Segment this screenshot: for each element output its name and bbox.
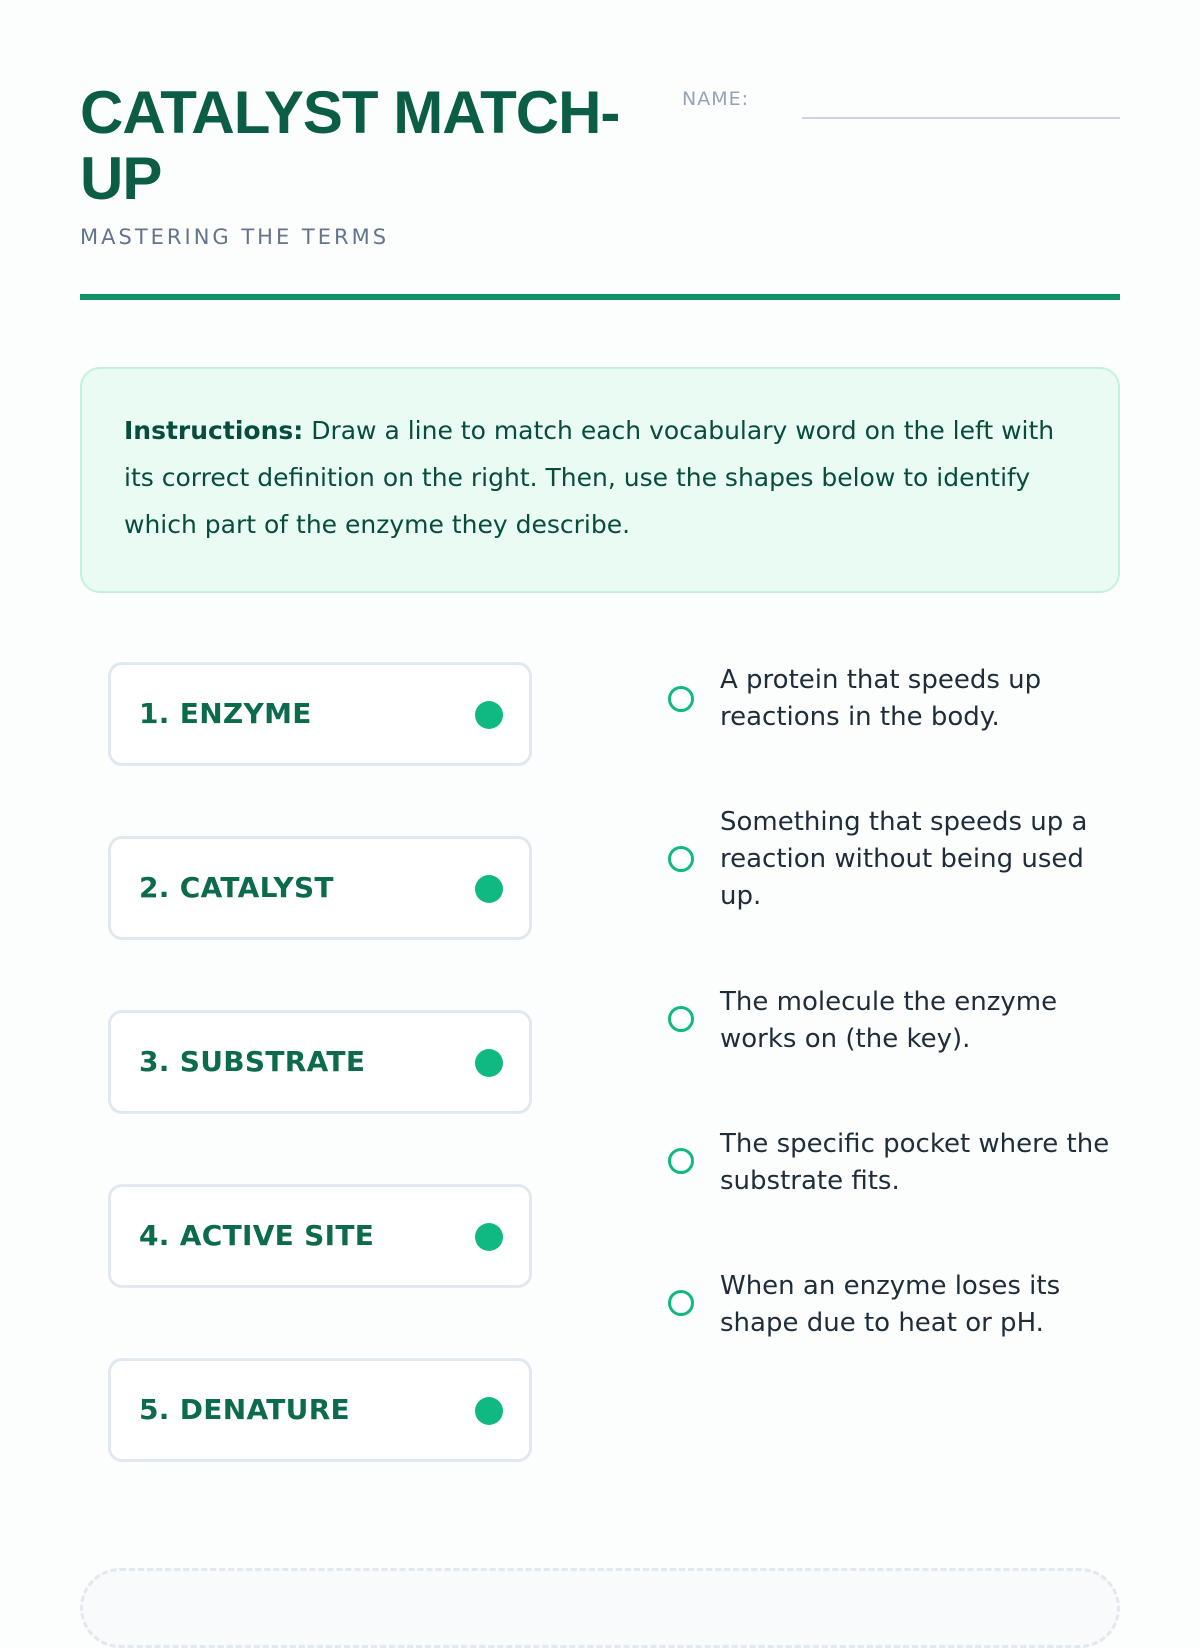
term-card-active-site[interactable]: [108, 1184, 532, 1288]
term-label: 1. ENZYME: [139, 697, 312, 730]
connector-ring-icon[interactable]: [668, 1148, 694, 1174]
instructions-lead: Instructions:: [124, 416, 304, 445]
connector-dot-icon[interactable]: [475, 875, 503, 903]
shapes-section: [80, 1568, 1120, 1648]
name-label: NAME:: [682, 88, 750, 110]
connector-ring-icon[interactable]: [668, 686, 694, 712]
page-title: CATALYST MATCH-UP: [80, 79, 620, 212]
instructions-box: [80, 367, 1120, 593]
connector-dot-icon[interactable]: [475, 1049, 503, 1077]
connector-dot-icon[interactable]: [475, 701, 503, 729]
connector-ring-icon[interactable]: [668, 846, 694, 872]
definition-text: When an enzyme loses its shape due to heat or pH.: [720, 1271, 1061, 1338]
term-label: 5. DENATURE: [139, 1393, 350, 1426]
connector-dot-icon[interactable]: [475, 1223, 503, 1251]
page-subtitle: MASTERING THE TERMS: [80, 225, 390, 249]
term-card-enzyme[interactable]: [108, 662, 532, 766]
connector-dot-icon[interactable]: [475, 1397, 503, 1425]
term-label: 4. ACTIVE SITE: [139, 1219, 375, 1252]
definition-text: A protein that speeds up reactions in the body.: [720, 665, 1042, 732]
term-card-substrate[interactable]: [108, 1010, 532, 1114]
term-card-catalyst[interactable]: [108, 836, 532, 940]
term-label: 3. SUBSTRATE: [139, 1045, 366, 1078]
definition-text: The molecule the enzyme works on (the key).: [720, 987, 1058, 1054]
term-card-denature[interactable]: [108, 1358, 532, 1462]
connector-ring-icon[interactable]: [668, 1290, 694, 1316]
definition-text: Something that speeds up a reaction without being used up.: [720, 807, 1088, 911]
term-label: 2. CATALYST: [139, 871, 334, 904]
worksheet: [80, 0, 1120, 1600]
connector-ring-icon[interactable]: [668, 1006, 694, 1032]
instructions-text: Draw a line to match each vocabulary word on the left with its correct definition on the right. Then, use the shapes below to identify which part of the enzyme they describe.: [124, 416, 1055, 539]
definition-text: The specific pocket where the substrate fits.: [720, 1129, 1110, 1196]
name-field[interactable]: [802, 117, 1120, 119]
header-divider: [80, 294, 1120, 300]
